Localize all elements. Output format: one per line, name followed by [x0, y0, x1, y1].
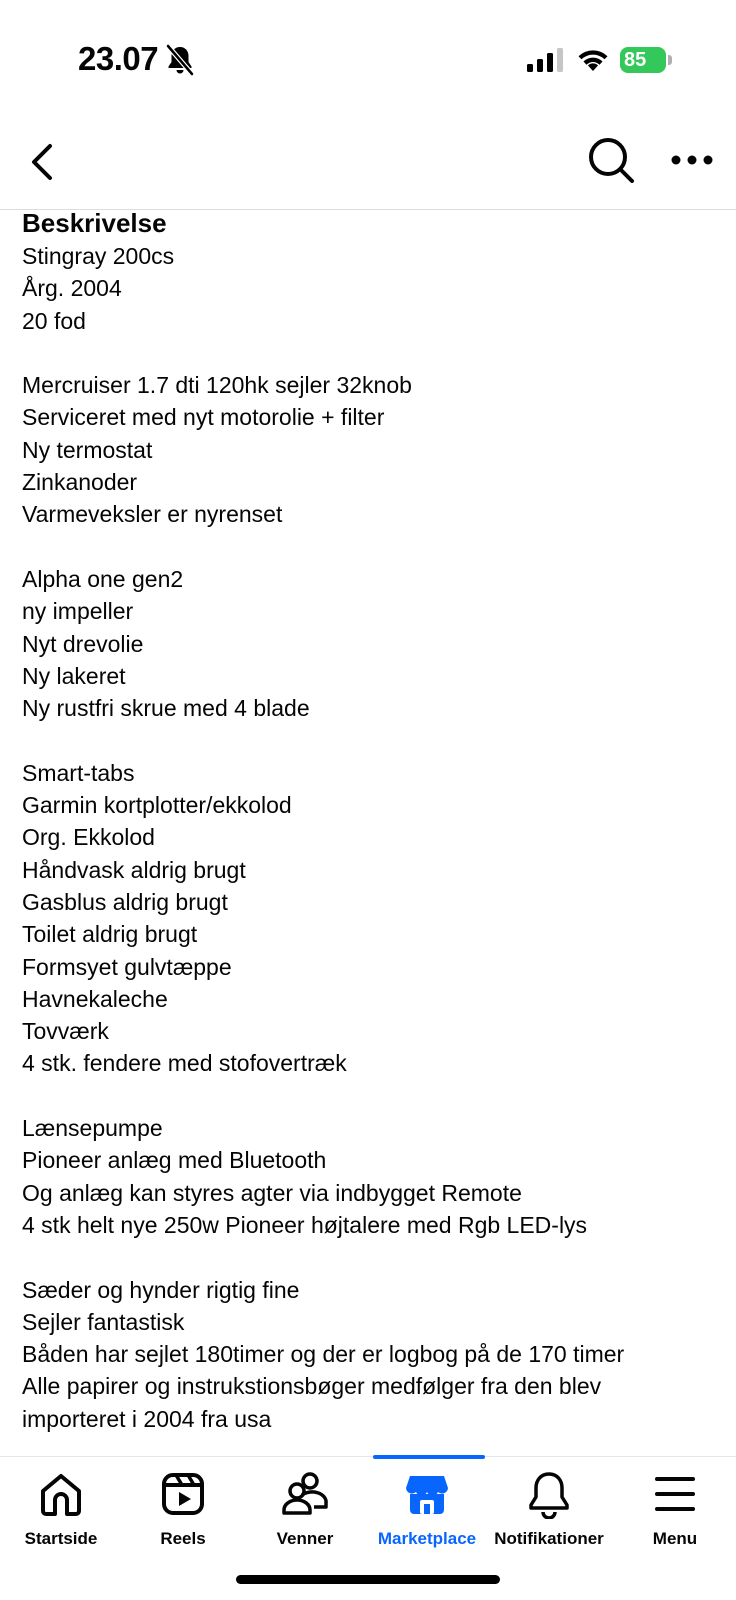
description-text [22, 240, 712, 1435]
description-line: Garmin kortplotter/ekkolod [22, 792, 292, 819]
tab-notifikationer[interactable] [488, 1469, 610, 1569]
battery-level: 85 [620, 47, 666, 73]
marketplace-icon [402, 1469, 452, 1519]
battery-charging-icon [620, 47, 672, 73]
active-tab-indicator [373, 1455, 485, 1459]
description-line: Havnekaleche [22, 985, 168, 1012]
tab-label-venner: Venner [276, 1529, 334, 1548]
friends-icon [280, 1469, 330, 1519]
status-time: 23.07 [78, 40, 159, 77]
tab-startside[interactable] [0, 1469, 122, 1569]
description-line: Varmeveksler er nyrenset [22, 501, 283, 528]
description-line: Og anlæg kan styres agter via indbygget Remote [22, 1179, 522, 1206]
description-line: Toilet aldrig brugt [22, 921, 198, 948]
more-horizontal-icon[interactable] [668, 144, 716, 176]
home-icon [36, 1469, 86, 1519]
tab-reels[interactable] [122, 1469, 244, 1569]
description-blank-line [22, 1241, 712, 1273]
nav-header [0, 120, 736, 210]
description-line: Alpha one gen2 [22, 565, 184, 592]
bell-slash-icon [165, 44, 195, 76]
tab-label-menu: Menu [652, 1529, 698, 1548]
listing-description [22, 206, 712, 1456]
tab-venner[interactable] [244, 1469, 366, 1569]
description-blank-line [22, 337, 712, 369]
tab-label-startside: Startside [24, 1529, 98, 1548]
wifi-icon [575, 44, 611, 72]
description-line: Smart-tabs [22, 759, 135, 786]
description-line: Zinkanoder [22, 469, 138, 496]
description-blank-line [22, 1080, 712, 1112]
description-line: 4 stk. fendere med stofovertræk [22, 1050, 347, 1077]
description-line: Årg. 2004 [22, 275, 122, 302]
search-icon[interactable] [586, 135, 636, 185]
description-line: Ny rustfri skrue med 4 blade [22, 695, 310, 722]
hamburger-menu-icon [650, 1469, 700, 1519]
tab-label-notifikationer: Notifikationer [494, 1529, 604, 1548]
description-line: Serviceret med nyt motorolie + filter [22, 404, 385, 431]
description-line: Nyt drevolie [22, 630, 144, 657]
description-line: Lænsepumpe [22, 1115, 163, 1142]
description-line: Sæder og hynder rigtig fine [22, 1276, 300, 1303]
chevron-left-icon[interactable] [22, 138, 70, 186]
description-line: Mercruiser 1.7 dti 120hk sejler 32knob [22, 372, 412, 399]
status-bar [0, 0, 736, 120]
description-blank-line [22, 531, 712, 563]
home-indicator [236, 1575, 500, 1584]
description-line: Org. Ekkolod [22, 824, 155, 851]
description-line: Stingray 200cs [22, 243, 175, 269]
description-line: Ny termostat [22, 436, 153, 463]
tab-label-marketplace: Marketplace [377, 1529, 477, 1548]
description-line: Gasblus aldrig brugt [22, 888, 228, 915]
description-heading: Beskrivelse [22, 208, 167, 238]
description-line: Tovværk [22, 1018, 109, 1045]
tab-marketplace[interactable] [366, 1469, 488, 1569]
description-line: importeret i 2004 fra usa [22, 1405, 272, 1432]
description-line: Alle papirer og instrukstionsbøger medfølger fra den blev [22, 1373, 602, 1400]
description-line: Håndvask aldrig brugt [22, 856, 246, 883]
description-line: Formsyet gulvtæppe [22, 953, 232, 980]
cellular-signal-icon [527, 48, 563, 72]
tab-label-reels: Reels [160, 1529, 206, 1548]
bell-icon [524, 1469, 574, 1519]
description-line: Båden har sejlet 180timer og der er logbog på de 170 timer [22, 1341, 625, 1368]
description-line: ny impeller [22, 598, 134, 625]
description-blank-line [22, 724, 712, 756]
description-line: Pioneer anlæg med Bluetooth [22, 1147, 327, 1174]
description-line: 20 fod [22, 307, 86, 334]
tab-menu[interactable] [614, 1469, 736, 1569]
description-line: 4 stk helt nye 250w Pioneer højtalere med Rgb LED-lys [22, 1211, 588, 1238]
battery-cap [668, 55, 672, 65]
description-line: Sejler fantastisk [22, 1308, 185, 1335]
description-line: Ny lakeret [22, 662, 126, 689]
reels-icon [158, 1469, 208, 1519]
